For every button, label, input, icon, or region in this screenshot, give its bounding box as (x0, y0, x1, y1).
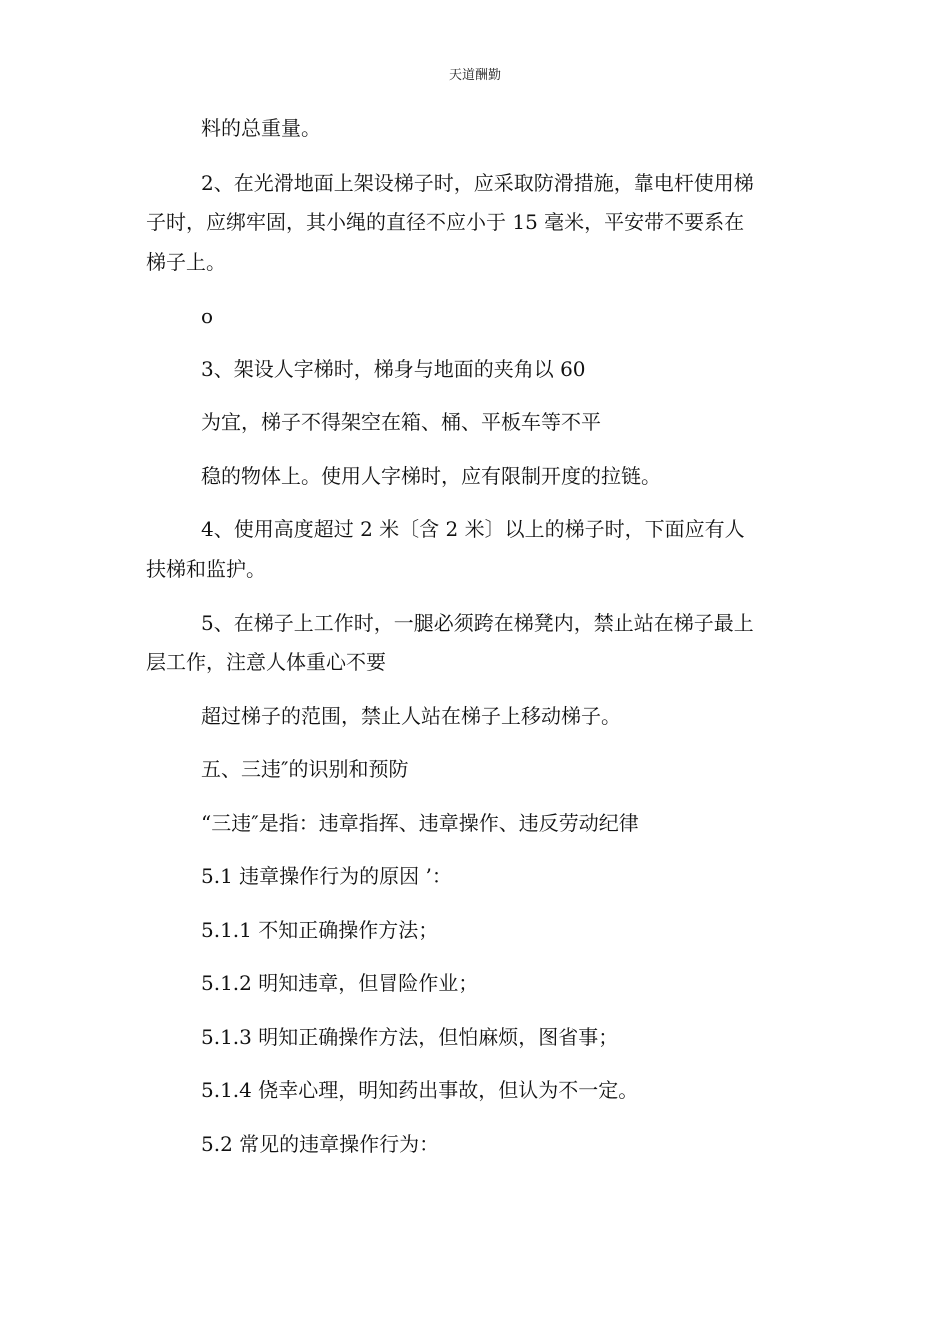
paragraph-line: 2、在光滑地面上架设梯子时，应采取防滑措施，靠电杆使用梯 (201, 171, 754, 195)
list-item: 5.1.1 不知正确操作方法； (201, 918, 439, 942)
list-item: 5.1.4 侥幸心理，明知药出事故，但认为不一定。 (201, 1078, 639, 1102)
paragraph-line: o (201, 304, 214, 328)
paragraph-line: “三违″是指：违章指挥、违章操作、违反劳动纪律 (201, 811, 639, 835)
paragraph-line: 为宜，梯子不得架空在箱、桶、平板车等不平 (201, 410, 601, 434)
list-item: 5.1.3 明知正确操作方法，但怕麻烦，图省事； (201, 1025, 619, 1049)
paragraph-line: 5、在梯子上工作时，一腿必须跨在梯凳内，禁止站在梯子最上 (201, 611, 754, 635)
paragraph-line: 4、使用高度超过 2 米〔含 2 米〕以上的梯子时，下面应有人 (201, 517, 745, 541)
paragraph-line: 稳的物体上。使用人字梯时，应有限制开度的拉链。 (201, 464, 661, 488)
subsection-heading: 5.2 常见的违章操作行为： (201, 1132, 440, 1156)
subsection-heading: 5.1 违章操作行为的原因 ’： (201, 864, 452, 888)
paragraph-line: 扶梯和监护。 (146, 557, 266, 581)
page-header: 天道酬勤 (448, 68, 501, 83)
paragraph-line: 料的总重量。 (201, 116, 321, 140)
paragraph-line: 3、架设人字梯时，梯身与地面的夹角以 60 (201, 357, 586, 381)
paragraph-line: 超过梯子的范围，禁止人站在梯子上移动梯子。 (201, 704, 621, 728)
list-item: 5.1.2 明知违章，但冒险作业； (201, 971, 479, 995)
paragraph-line: 层工作，注意人体重心不要 (146, 650, 386, 674)
paragraph-line: 子时，应绑牢固，其小绳的直径不应小于 15 毫米，平安带不要系在 (146, 210, 745, 234)
section-heading: 五、三违″的识别和预防 (201, 757, 409, 781)
paragraph-line: 梯子上。 (146, 250, 226, 274)
